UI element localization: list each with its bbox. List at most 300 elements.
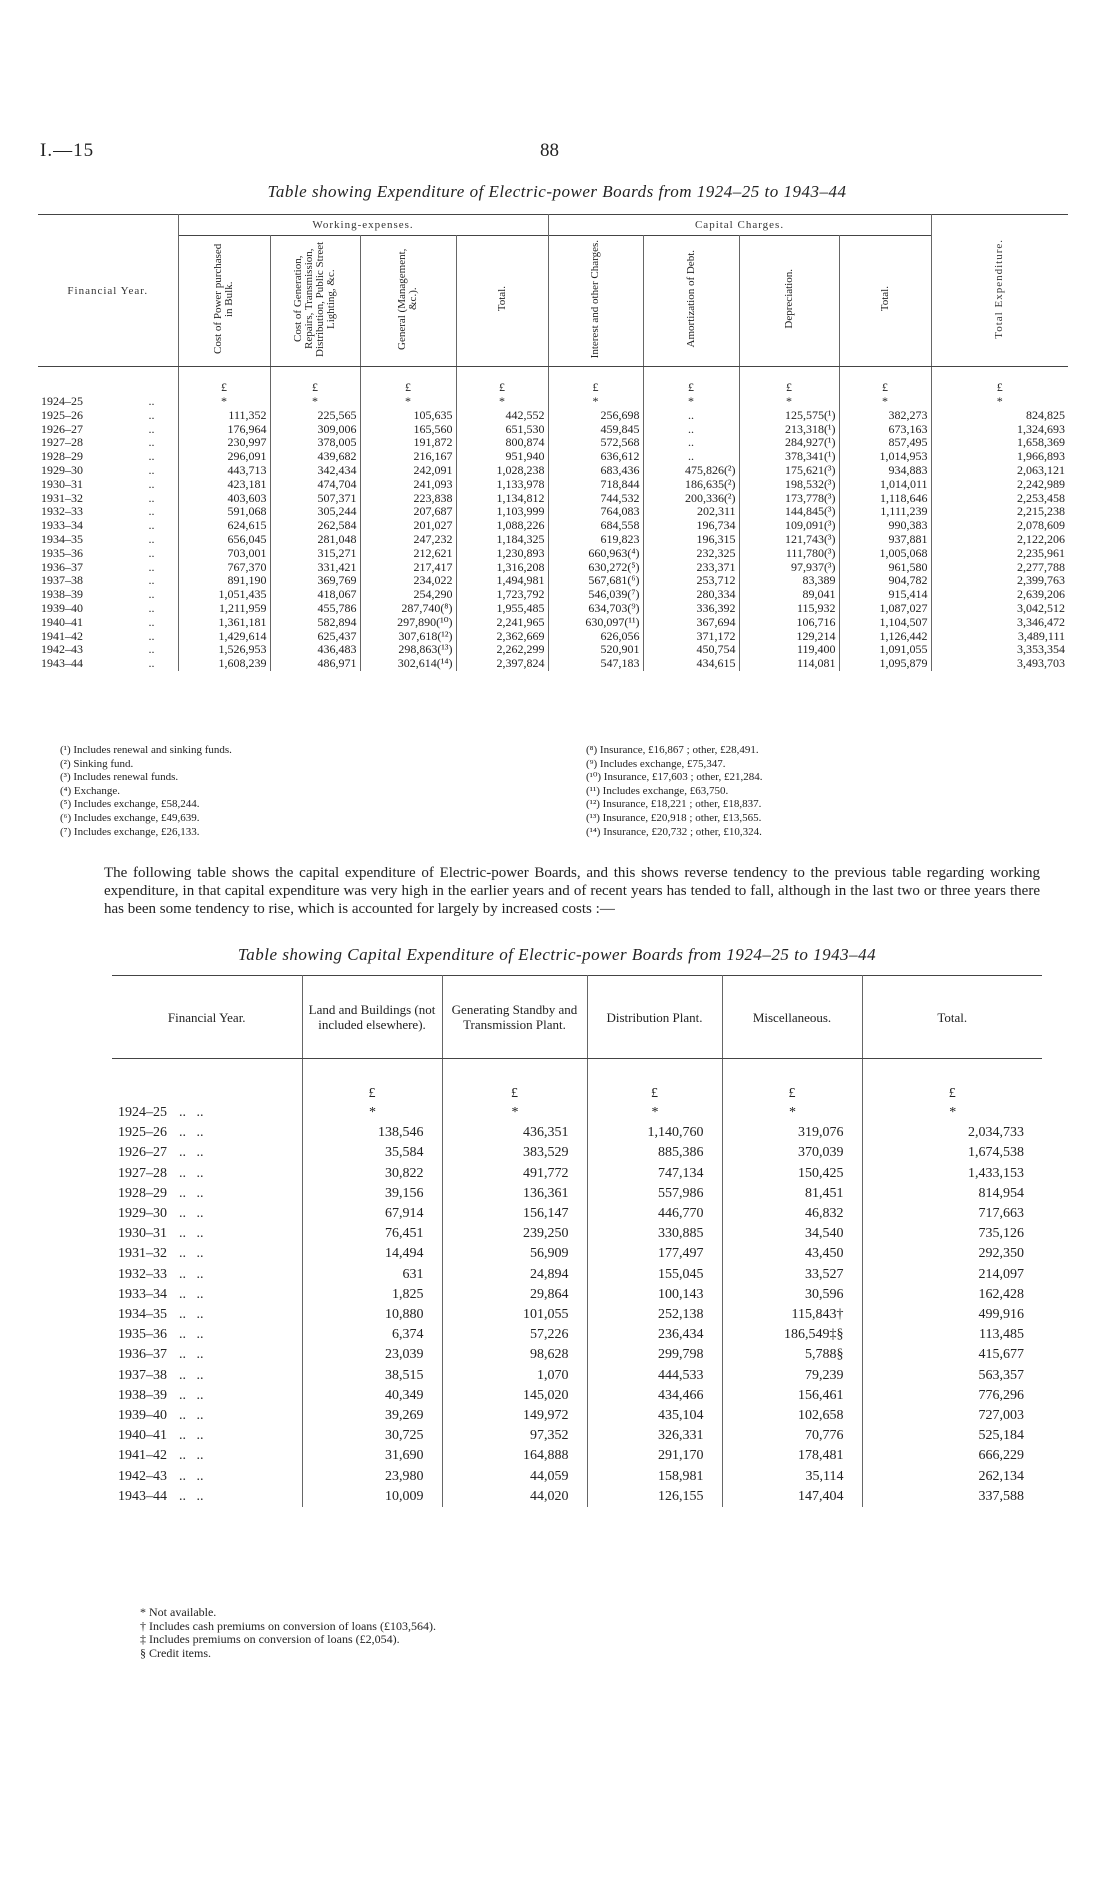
cell-deprec: 125,575(¹) bbox=[739, 409, 839, 423]
table-row bbox=[112, 1143, 1042, 1163]
cell-interest: 718,844 bbox=[548, 478, 643, 492]
year-cell: 1928–29 .. bbox=[38, 450, 178, 464]
cell-general: 307,618(¹²) bbox=[360, 630, 456, 644]
table-row bbox=[38, 505, 1068, 519]
cell-land: * bbox=[302, 1103, 442, 1123]
cell-general: 207,687 bbox=[360, 505, 456, 519]
cell-misc: * bbox=[722, 1103, 862, 1123]
cell-amort: 232,325 bbox=[643, 547, 739, 561]
table-row bbox=[38, 588, 1068, 602]
cell-misc: 79,239 bbox=[722, 1366, 862, 1386]
year-cell: 1930–31 .. .. bbox=[112, 1224, 302, 1244]
cell-wtotal: 800,874 bbox=[456, 436, 548, 450]
cell-distribution: 126,155 bbox=[587, 1487, 722, 1507]
commentary-paragraph: The following table shows the capital expenditure of Electric-power Boards, and this shows reverse tendency to the previous table regarding working expenditure, in that capital expenditure was very high in the earlier years and of recent years has tended to fall, although in the last two or three years there has been some tendency to rise, which is accounted for largely by increased costs :— bbox=[104, 865, 1040, 917]
table-row bbox=[112, 1265, 1042, 1285]
year-cell: 1937–38 .. .. bbox=[112, 1366, 302, 1386]
cell-total: * bbox=[949, 1105, 957, 1120]
cell-interest: 459,845 bbox=[548, 423, 643, 437]
cell-total: 1,674,538 bbox=[968, 1145, 1024, 1161]
cell-misc: 5,788§ bbox=[722, 1345, 862, 1365]
table-row bbox=[112, 1103, 1042, 1123]
table1-title: Table showing Expenditure of Electric-power Boards from 1924–25 to 1943–44 bbox=[267, 182, 847, 201]
cell-ctotal: * bbox=[839, 395, 931, 409]
cell-generating: 239,250 bbox=[442, 1224, 587, 1244]
cell-generating: 98,628 bbox=[442, 1345, 587, 1365]
table-row bbox=[112, 1467, 1042, 1487]
cell-generating: 156,147 bbox=[442, 1204, 587, 1224]
year-cell: 1934–35 .. .. bbox=[112, 1305, 302, 1325]
expenditure-table-body bbox=[38, 395, 1068, 671]
year-cell: 1943–44 .. bbox=[38, 657, 178, 671]
cell-grand: 2,242,989 bbox=[1017, 476, 1066, 491]
cell-total: 814,954 bbox=[978, 1185, 1024, 1201]
year-cell: 1927–28 .. bbox=[38, 436, 178, 450]
cell-interest: 619,823 bbox=[548, 533, 643, 547]
cell-power: 703,001 bbox=[178, 547, 270, 561]
cell-ctotal: 673,163 bbox=[839, 423, 931, 437]
year-cell: 1940–41 .. bbox=[38, 616, 178, 630]
footnote: (¹) Includes renewal and sinking funds. bbox=[60, 744, 232, 756]
cell-deprec: 378,341(¹) bbox=[739, 450, 839, 464]
table-row bbox=[38, 423, 1068, 437]
table-row bbox=[112, 1406, 1042, 1426]
cell-misc: 43,450 bbox=[722, 1244, 862, 1264]
cell-amort: 367,694 bbox=[643, 616, 739, 630]
cell-general: 241,093 bbox=[360, 478, 456, 492]
cell-general: 242,091 bbox=[360, 464, 456, 478]
cell-generation: 309,006 bbox=[270, 423, 360, 437]
cell-generating: 1,070 bbox=[442, 1366, 587, 1386]
col-header-total: Total. bbox=[862, 976, 1042, 1059]
year-cell: 1934–35 .. bbox=[38, 533, 178, 547]
cell-grand: 2,215,238 bbox=[1017, 504, 1066, 519]
cell-deprec: 129,214 bbox=[739, 630, 839, 644]
cell-wtotal: 1,494,981 bbox=[456, 574, 548, 588]
cell-ctotal: 1,014,011 bbox=[839, 478, 931, 492]
page-number: 88 bbox=[540, 140, 559, 161]
year-cell: 1924–25 .. .. bbox=[112, 1103, 302, 1123]
footnote: (¹²) Insurance, £18,221 ; other, £18,837. bbox=[586, 798, 762, 811]
cell-distribution: 434,466 bbox=[587, 1386, 722, 1406]
table-row bbox=[38, 533, 1068, 547]
table-row bbox=[38, 616, 1068, 630]
col-header-general: General (Management, &c.). bbox=[360, 236, 456, 367]
capital-expenditure-table-body bbox=[112, 1103, 1042, 1507]
cell-amort: * bbox=[643, 395, 739, 409]
cell-generating: 57,226 bbox=[442, 1325, 587, 1345]
year-cell: 1942–43 .. bbox=[38, 643, 178, 657]
cell-deprec: 121,743(³) bbox=[739, 533, 839, 547]
cell-distribution: 446,770 bbox=[587, 1204, 722, 1224]
cell-misc: 115,843† bbox=[722, 1305, 862, 1325]
cell-ctotal: 1,091,055 bbox=[839, 643, 931, 657]
cell-interest: 630,272(⁵) bbox=[548, 561, 643, 575]
table-row bbox=[112, 1366, 1042, 1386]
year-cell: 1935–36 .. bbox=[38, 547, 178, 561]
footnote: (¹⁴) Insurance, £20,732 ; other, £10,324. bbox=[586, 825, 762, 838]
cell-general: 223,838 bbox=[360, 492, 456, 506]
footnotes-left bbox=[60, 744, 232, 839]
table-row bbox=[112, 1123, 1042, 1143]
year-cell: 1931–32 .. .. bbox=[112, 1244, 302, 1264]
cell-grand: 2,277,788 bbox=[1017, 559, 1066, 574]
cell-total: 525,184 bbox=[978, 1428, 1024, 1444]
cell-land: 39,156 bbox=[302, 1184, 442, 1204]
cell-power: 443,713 bbox=[178, 464, 270, 478]
cell-total: 499,916 bbox=[978, 1307, 1024, 1323]
expenditure-table bbox=[38, 214, 1068, 671]
cell-power: 591,068 bbox=[178, 505, 270, 519]
cell-general: 212,621 bbox=[360, 547, 456, 561]
cell-interest: 630,097(¹¹) bbox=[548, 616, 643, 630]
cell-generating: 44,020 bbox=[442, 1487, 587, 1507]
table-row bbox=[112, 1224, 1042, 1244]
table2-title: Table showing Capital Expenditure of Electric-power Boards from 1924–25 to 1943–44 bbox=[237, 945, 877, 964]
cell-interest: 683,436 bbox=[548, 464, 643, 478]
year-cell: 1943–44 .. .. bbox=[112, 1487, 302, 1507]
cell-land: 23,980 bbox=[302, 1467, 442, 1487]
cell-amort: .. bbox=[643, 409, 739, 423]
cell-misc: 33,527 bbox=[722, 1265, 862, 1285]
cell-distribution: 299,798 bbox=[587, 1345, 722, 1365]
cell-grand: 1,658,369 bbox=[1017, 435, 1066, 450]
cell-total: 717,663 bbox=[978, 1206, 1024, 1222]
cell-generating: 29,864 bbox=[442, 1285, 587, 1305]
cell-total: 262,134 bbox=[978, 1468, 1024, 1484]
table-row bbox=[38, 657, 1068, 671]
cell-generation: 507,371 bbox=[270, 492, 360, 506]
cell-land: 14,494 bbox=[302, 1244, 442, 1264]
cell-total: 666,229 bbox=[978, 1448, 1024, 1464]
cell-grand: 1,324,693 bbox=[1017, 421, 1066, 436]
cell-general: * bbox=[360, 395, 456, 409]
cell-general: 287,740(⁸) bbox=[360, 602, 456, 616]
col-header-distribution: Distribution Plant. bbox=[587, 976, 722, 1059]
col-header-misc: Miscellaneous. bbox=[722, 976, 862, 1059]
cell-land: 10,009 bbox=[302, 1487, 442, 1507]
cell-grand: 3,346,472 bbox=[1017, 614, 1066, 629]
table-row bbox=[38, 450, 1068, 464]
cell-generation: 262,584 bbox=[270, 519, 360, 533]
cell-distribution: 177,497 bbox=[587, 1244, 722, 1264]
cell-interest: * bbox=[548, 395, 643, 409]
cell-grand: 2,078,609 bbox=[1017, 518, 1066, 533]
cell-power: 767,370 bbox=[178, 561, 270, 575]
table-row bbox=[38, 574, 1068, 588]
table-row bbox=[112, 1345, 1042, 1365]
document-reference: I.—15 bbox=[40, 140, 95, 161]
col-header-year: Financial Year. bbox=[38, 215, 178, 367]
footnote: (⁶) Includes exchange, £49,639. bbox=[60, 811, 200, 824]
year-cell: 1925–26 .. bbox=[38, 409, 178, 423]
cell-distribution: 1,140,760 bbox=[587, 1123, 722, 1143]
cell-misc: 150,425 bbox=[722, 1164, 862, 1184]
cell-misc: 178,481 bbox=[722, 1446, 862, 1466]
footnote: † Includes cash premiums on conversion of loans (£103,564). bbox=[140, 1618, 436, 1633]
cell-distribution: 100,143 bbox=[587, 1285, 722, 1305]
table-row bbox=[112, 1244, 1042, 1264]
year-cell: 1929–30 .. bbox=[38, 464, 178, 478]
cell-total: 776,296 bbox=[978, 1387, 1024, 1403]
cell-misc: 370,039 bbox=[722, 1143, 862, 1163]
cell-amort: 280,334 bbox=[643, 588, 739, 602]
cell-wtotal: 2,362,669 bbox=[456, 630, 548, 644]
cell-land: 76,451 bbox=[302, 1224, 442, 1244]
cell-general: 217,417 bbox=[360, 561, 456, 575]
cell-misc: 81,451 bbox=[722, 1184, 862, 1204]
cell-land: 1,825 bbox=[302, 1285, 442, 1305]
cell-general: 297,890(¹⁰) bbox=[360, 616, 456, 630]
year-cell: 1925–26 .. .. bbox=[112, 1123, 302, 1143]
cell-amort: 371,172 bbox=[643, 630, 739, 644]
cell-general: 254,290 bbox=[360, 588, 456, 602]
cell-general: 298,863(¹³) bbox=[360, 643, 456, 657]
cell-general: 201,027 bbox=[360, 519, 456, 533]
cell-deprec: 213,318(¹) bbox=[739, 423, 839, 437]
cell-total: 735,126 bbox=[978, 1226, 1024, 1242]
cell-amort: 450,754 bbox=[643, 643, 739, 657]
cell-generation: 378,005 bbox=[270, 436, 360, 450]
cell-land: 39,269 bbox=[302, 1406, 442, 1426]
cell-wtotal: 951,940 bbox=[456, 450, 548, 464]
cell-wtotal: 1,955,485 bbox=[456, 602, 548, 616]
cell-land: 35,584 bbox=[302, 1143, 442, 1163]
cell-deprec: 83,389 bbox=[739, 574, 839, 588]
cell-general: 191,872 bbox=[360, 436, 456, 450]
cell-wtotal: 1,316,208 bbox=[456, 561, 548, 575]
table-row bbox=[112, 1487, 1042, 1507]
group-header-capital: Capital Charges. bbox=[548, 215, 931, 236]
cell-amort: 475,826(²) bbox=[643, 464, 739, 478]
cell-interest: 572,568 bbox=[548, 436, 643, 450]
cell-ctotal: 1,111,239 bbox=[839, 505, 931, 519]
cell-ctotal: 1,005,068 bbox=[839, 547, 931, 561]
cell-amort: 196,734 bbox=[643, 519, 739, 533]
cell-wtotal: 1,028,238 bbox=[456, 464, 548, 478]
table-row bbox=[38, 547, 1068, 561]
col-header-land: Land and Buildings (not included elsewhere). bbox=[302, 976, 442, 1059]
cell-ctotal: 904,782 bbox=[839, 574, 931, 588]
year-cell: 1933–34 .. .. bbox=[112, 1285, 302, 1305]
cell-grand: 2,122,206 bbox=[1017, 531, 1066, 546]
cell-wtotal: 442,552 bbox=[456, 409, 548, 423]
units-row: £ £ £ £ £ £ £ £ £ bbox=[38, 367, 1068, 396]
cell-generating: 149,972 bbox=[442, 1406, 587, 1426]
cell-interest: 626,056 bbox=[548, 630, 643, 644]
table-row bbox=[38, 395, 1068, 409]
cell-deprec: 106,716 bbox=[739, 616, 839, 630]
cell-generation: * bbox=[270, 395, 360, 409]
cell-amort: 336,392 bbox=[643, 602, 739, 616]
cell-land: 31,690 bbox=[302, 1446, 442, 1466]
footnote: (¹¹) Includes exchange, £63,750. bbox=[586, 784, 729, 797]
cell-power: * bbox=[178, 395, 270, 409]
cell-ctotal: 1,087,027 bbox=[839, 602, 931, 616]
cell-amort: 186,635(²) bbox=[643, 478, 739, 492]
cell-amort: 434,615 bbox=[643, 657, 739, 671]
cell-power: 1,051,435 bbox=[178, 588, 270, 602]
year-cell: 1932–33 .. .. bbox=[112, 1265, 302, 1285]
cell-generation: 225,565 bbox=[270, 409, 360, 423]
table-row bbox=[112, 1386, 1042, 1406]
cell-ctotal: 1,095,879 bbox=[839, 657, 931, 671]
cell-power: 891,190 bbox=[178, 574, 270, 588]
col-header-working-total: Total. bbox=[456, 236, 548, 367]
cell-wtotal: 1,134,812 bbox=[456, 492, 548, 506]
cell-distribution: 435,104 bbox=[587, 1406, 722, 1426]
cell-land: 67,914 bbox=[302, 1204, 442, 1224]
year-cell: 1933–34 .. bbox=[38, 519, 178, 533]
col-header-generation: Cost of Generation, Repairs, Transmission, Distribution, Public Street Lighting, &c. bbox=[270, 236, 360, 367]
cell-ctotal: 857,495 bbox=[839, 436, 931, 450]
cell-wtotal: 2,241,965 bbox=[456, 616, 548, 630]
year-cell: 1936–37 .. bbox=[38, 561, 178, 575]
col-header-generating: Generating Standby and Transmission Plant. bbox=[442, 976, 587, 1059]
cell-generation: 305,244 bbox=[270, 505, 360, 519]
footnote: (⁸) Insurance, £16,867 ; other, £28,491. bbox=[586, 744, 759, 756]
cell-misc: 30,596 bbox=[722, 1285, 862, 1305]
cell-distribution: * bbox=[587, 1103, 722, 1123]
cell-land: 38,515 bbox=[302, 1366, 442, 1386]
cell-power: 1,361,181 bbox=[178, 616, 270, 630]
year-cell: 1928–29 .. .. bbox=[112, 1184, 302, 1204]
year-cell: 1942–43 .. .. bbox=[112, 1467, 302, 1487]
cell-generating: 97,352 bbox=[442, 1426, 587, 1446]
cell-deprec: 284,927(¹) bbox=[739, 436, 839, 450]
units-row: £ £ £ £ £ bbox=[112, 1059, 1042, 1104]
year-cell: 1940–41 .. .. bbox=[112, 1426, 302, 1446]
cell-total: 162,428 bbox=[978, 1286, 1024, 1302]
cell-misc: 35,114 bbox=[722, 1467, 862, 1487]
cell-power: 1,608,239 bbox=[178, 657, 270, 671]
cell-misc: 156,461 bbox=[722, 1386, 862, 1406]
col-header-interest: Interest and other Charges. bbox=[548, 236, 643, 367]
table-row bbox=[38, 478, 1068, 492]
cell-land: 631 bbox=[302, 1265, 442, 1285]
cell-deprec: 89,041 bbox=[739, 588, 839, 602]
year-cell: 1939–40 .. bbox=[38, 602, 178, 616]
cell-ctotal: 382,273 bbox=[839, 409, 931, 423]
cell-total: 727,003 bbox=[978, 1408, 1024, 1424]
year-cell: 1935–36 .. .. bbox=[112, 1325, 302, 1345]
cell-distribution: 557,986 bbox=[587, 1184, 722, 1204]
cell-amort: 200,336(²) bbox=[643, 492, 739, 506]
footnote: (⁵) Includes exchange, £58,244. bbox=[60, 798, 200, 811]
cell-wtotal: 2,262,299 bbox=[456, 643, 548, 657]
cell-wtotal: 1,133,978 bbox=[456, 478, 548, 492]
cell-generation: 582,894 bbox=[270, 616, 360, 630]
cell-distribution: 158,981 bbox=[587, 1467, 722, 1487]
cell-distribution: 291,170 bbox=[587, 1446, 722, 1466]
cell-deprec: * bbox=[739, 395, 839, 409]
table-row bbox=[38, 436, 1068, 450]
group-header-working: Working-expenses. bbox=[178, 215, 548, 236]
cell-interest: 520,901 bbox=[548, 643, 643, 657]
footnote: (¹⁰) Insurance, £17,603 ; other, £21,284. bbox=[586, 771, 763, 784]
cell-general: 216,167 bbox=[360, 450, 456, 464]
table-row bbox=[112, 1204, 1042, 1224]
cell-wtotal: 1,230,893 bbox=[456, 547, 548, 561]
cell-amort: 196,315 bbox=[643, 533, 739, 547]
cell-land: 40,349 bbox=[302, 1386, 442, 1406]
cell-generation: 455,786 bbox=[270, 602, 360, 616]
cell-ctotal: 1,104,507 bbox=[839, 616, 931, 630]
cell-interest: 256,698 bbox=[548, 409, 643, 423]
footnote: (⁴) Exchange. bbox=[60, 784, 121, 797]
cell-generation: 281,048 bbox=[270, 533, 360, 547]
cell-generating: 383,529 bbox=[442, 1143, 587, 1163]
table-row bbox=[38, 492, 1068, 506]
table-row bbox=[112, 1164, 1042, 1184]
cell-wtotal: * bbox=[456, 395, 548, 409]
col-header-year: Financial Year. bbox=[112, 976, 302, 1059]
cell-amort: .. bbox=[643, 450, 739, 464]
cell-misc: 46,832 bbox=[722, 1204, 862, 1224]
year-cell: 1924–25 .. bbox=[38, 395, 178, 409]
cell-amort: 253,712 bbox=[643, 574, 739, 588]
year-cell: 1941–42 .. bbox=[38, 630, 178, 644]
cell-power: 403,603 bbox=[178, 492, 270, 506]
col-header-capital-total: Total. bbox=[839, 236, 931, 367]
cell-total: 1,433,153 bbox=[968, 1165, 1024, 1181]
cell-interest: 567,681(⁶) bbox=[548, 574, 643, 588]
cell-grand: * bbox=[996, 394, 1003, 408]
cell-distribution: 885,386 bbox=[587, 1143, 722, 1163]
cell-grand: 3,042,512 bbox=[1017, 600, 1066, 615]
year-cell: 1936–37 .. .. bbox=[112, 1345, 302, 1365]
cell-generating: * bbox=[442, 1103, 587, 1123]
cell-generating: 44,059 bbox=[442, 1467, 587, 1487]
cell-power: 296,091 bbox=[178, 450, 270, 464]
cell-misc: 186,549‡§ bbox=[722, 1325, 862, 1345]
cell-total: 337,588 bbox=[978, 1488, 1024, 1504]
footnote: * Not available. bbox=[140, 1605, 217, 1619]
table-row bbox=[38, 643, 1068, 657]
table-row bbox=[112, 1305, 1042, 1325]
cell-wtotal: 1,088,226 bbox=[456, 519, 548, 533]
cell-grand: 2,639,206 bbox=[1017, 587, 1066, 602]
cell-land: 23,039 bbox=[302, 1345, 442, 1365]
year-cell: 1938–39 .. .. bbox=[112, 1386, 302, 1406]
year-cell: 1938–39 .. bbox=[38, 588, 178, 602]
cell-general: 247,232 bbox=[360, 533, 456, 547]
cell-generation: 474,704 bbox=[270, 478, 360, 492]
footnote: ‡ Includes premiums on conversion of loans (£2,054). bbox=[140, 1632, 400, 1647]
cell-generating: 24,894 bbox=[442, 1265, 587, 1285]
footnote: (²) Sinking fund. bbox=[60, 757, 134, 770]
cell-interest: 636,612 bbox=[548, 450, 643, 464]
cell-misc: 70,776 bbox=[722, 1426, 862, 1446]
year-cell: 1926–27 .. bbox=[38, 423, 178, 437]
cell-total: 415,677 bbox=[978, 1347, 1024, 1363]
cell-grand: 2,253,458 bbox=[1017, 490, 1066, 505]
table-row bbox=[38, 409, 1068, 423]
cell-power: 423,181 bbox=[178, 478, 270, 492]
cell-power: 1,429,614 bbox=[178, 630, 270, 644]
cell-deprec: 111,780(³) bbox=[739, 547, 839, 561]
cell-wtotal: 651,530 bbox=[456, 423, 548, 437]
year-cell: 1941–42 .. .. bbox=[112, 1446, 302, 1466]
cell-power: 230,997 bbox=[178, 436, 270, 450]
footnote: (⁹) Includes exchange, £75,347. bbox=[586, 757, 726, 770]
cell-generation: 439,682 bbox=[270, 450, 360, 464]
year-cell: 1930–31 .. bbox=[38, 478, 178, 492]
cell-generation: 625,437 bbox=[270, 630, 360, 644]
col-header-power: Cost of Power purchased in Bulk. bbox=[178, 236, 270, 367]
col-header-depreciation: Depreciation. bbox=[739, 236, 839, 367]
cell-generation: 342,434 bbox=[270, 464, 360, 478]
